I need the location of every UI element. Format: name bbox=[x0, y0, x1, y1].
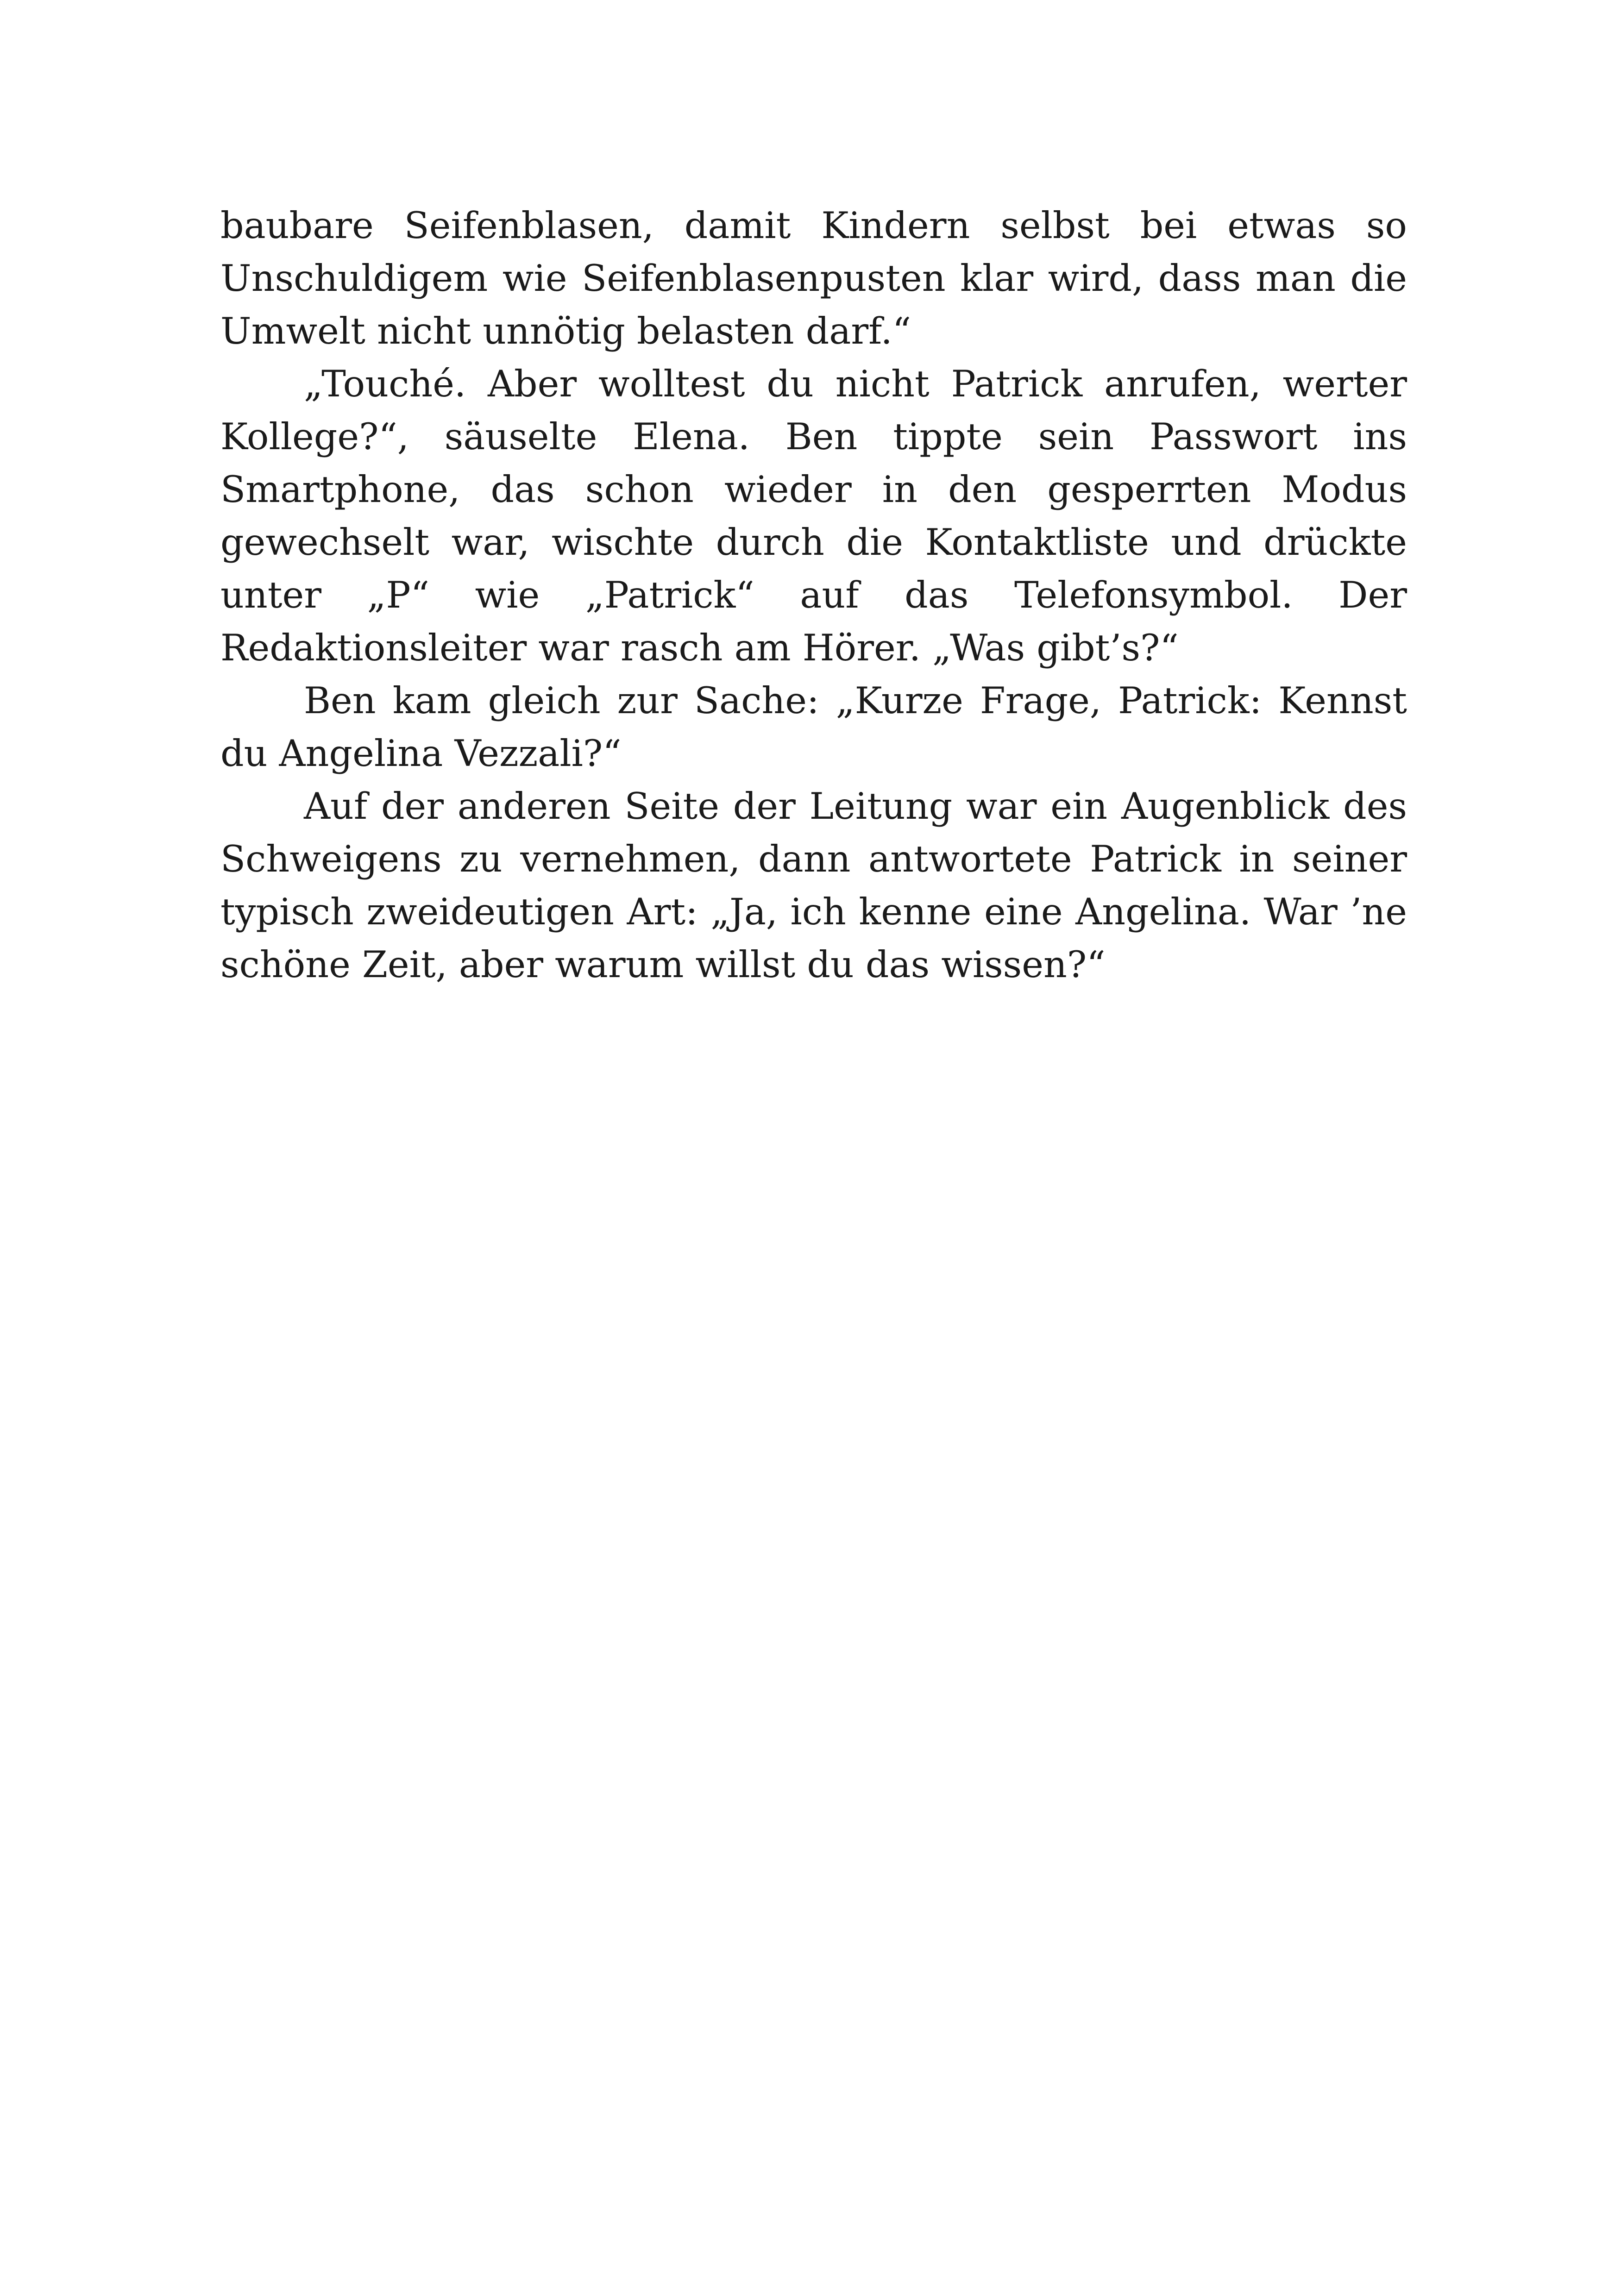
paragraph-2: „Touché. Aber wolltest du nicht Patrick anrufen, werter Kollege?“, säuselte Elena. Ben tippte sein Passwort ins Smartphone, das schon wieder in den gesperrten Modus gewechselt war, wischte durch die Kontaktliste und drückte unter „P“ wie „Patrick“ auf das Telefonsymbol. Der Redaktionsleiter war rasch am Hörer. „Was gibt’s?“ bbox=[220, 363, 1407, 669]
body-text bbox=[220, 199, 1407, 991]
paragraph-4: Auf der anderen Seite der Leitung war ein Augenblick des Schweigens zu vernehmen, dann antwortete Patrick in seiner typisch zweideutigen Art: „Ja, ich kenne eine Angelina. War ’ne schöne Zeit, aber warum willst du das wissen?“ bbox=[220, 785, 1407, 986]
paragraph-1: baubare Seifenblasen, damit Kindern selbst bei etwas so Unschuldigem wie Seifenblasenpusten klar wird, dass man die Umwelt nicht unnötig belasten darf.“ bbox=[220, 204, 1407, 352]
paragraph-3: Ben kam gleich zur Sache: „Kurze Frage, Patrick: Kennst du Angelina Vezzali?“ bbox=[220, 679, 1407, 775]
